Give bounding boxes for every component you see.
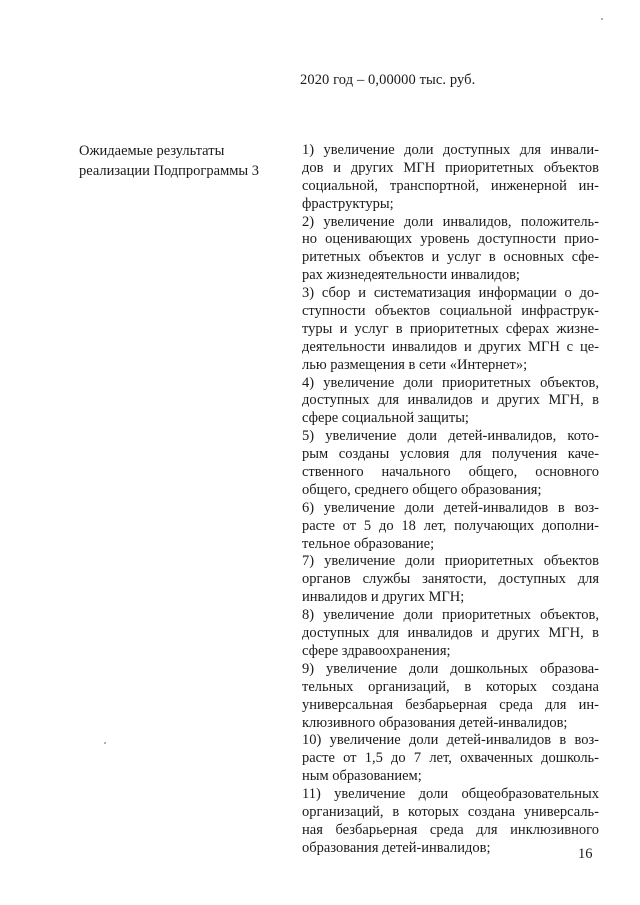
scan-speck	[104, 742, 106, 744]
result-line: тельное образование;	[302, 535, 435, 552]
result-line: но оценивающих уровень доступности прио-	[302, 231, 599, 248]
page-number: 16	[578, 846, 593, 862]
result-line: лью размещения в сети «Интернет»;	[302, 356, 528, 373]
result-line: 2) увеличение доли инвалидов, положитель-	[302, 213, 599, 230]
label-line: реализации Подпрограммы 3	[79, 162, 260, 179]
result-line: сфере здравоохранения;	[302, 642, 451, 659]
result-line: ступности объектов социальной инфраструк-	[302, 303, 599, 320]
result-line: универсальная безбарьерная среда для ин-	[302, 696, 599, 713]
result-line: фраструктуры;	[302, 195, 394, 212]
result-line: 10) увеличение доли детей-инвалидов в воз-	[302, 732, 599, 749]
result-line: рым созданы условия для получения каче-	[302, 446, 599, 463]
result-line: ственного начального общего, основного	[302, 464, 599, 481]
result-line: 4) увеличение доли приоритетных объектов,	[302, 374, 599, 391]
result-line: ная безбарьерная среда для инклюзивного	[302, 821, 599, 838]
expected-results-list	[302, 142, 599, 858]
result-line: образования детей-инвалидов;	[302, 839, 491, 856]
result-line: доступных для инвалидов и других МГН, в	[302, 625, 599, 642]
result-line: 9) увеличение доли дошкольных образова-	[302, 660, 599, 677]
result-line: 5) увеличение доли детей-инвалидов, кото-	[302, 428, 599, 445]
result-line: туры и услуг в приоритетных сферах жизне-	[302, 320, 599, 337]
funding-line: 2020 год – 0,00000 тыс. руб.	[300, 72, 476, 88]
result-line: организаций, в которых создана универсаль-	[302, 803, 599, 820]
result-line: клюзивного образования детей-инвалидов;	[302, 714, 568, 731]
scan-speck	[601, 18, 603, 20]
result-line: 1) увеличение доли доступных для инвали-	[302, 142, 599, 158]
result-line: доступных для инвалидов и других МГН, в	[302, 392, 599, 409]
result-line: 11) увеличение доли общеобразовательных	[302, 786, 599, 803]
result-line: ным образованием;	[302, 768, 422, 785]
label-line: Ожидаемые результаты	[79, 143, 225, 159]
result-line: общего, среднего общего образования;	[302, 481, 542, 498]
result-line: сфере социальной защиты;	[302, 410, 469, 427]
result-line: деятельности инвалидов и других МГН с це-	[302, 338, 599, 355]
result-line: ритетных объектов и услуг в основных сфе-	[302, 249, 599, 266]
result-line: расте от 1,5 до 7 лет, охваченных дошколь-	[302, 750, 599, 767]
expected-results-label	[79, 142, 279, 181]
result-line: органов службы занятости, доступных для	[302, 571, 599, 588]
result-line: 3) сбор и систематизация информации о до-	[302, 285, 599, 302]
result-line: социальной, транспортной, инженерной ин-	[302, 177, 599, 194]
result-line: 7) увеличение доли приоритетных объектов	[302, 553, 599, 570]
result-line: тельных организаций, в которых создана	[302, 678, 599, 695]
result-line: рах жизнедеятельности инвалидов;	[302, 267, 520, 284]
result-line: расте от 5 до 18 лет, получающих дополни-	[302, 517, 599, 534]
result-line: 6) увеличение доли детей-инвалидов в воз-	[302, 499, 599, 516]
result-line: 8) увеличение доли приоритетных объектов,	[302, 607, 599, 624]
result-line: дов и других МГН приоритетных объектов	[302, 159, 599, 176]
result-line: инвалидов и других МГН;	[302, 589, 465, 606]
